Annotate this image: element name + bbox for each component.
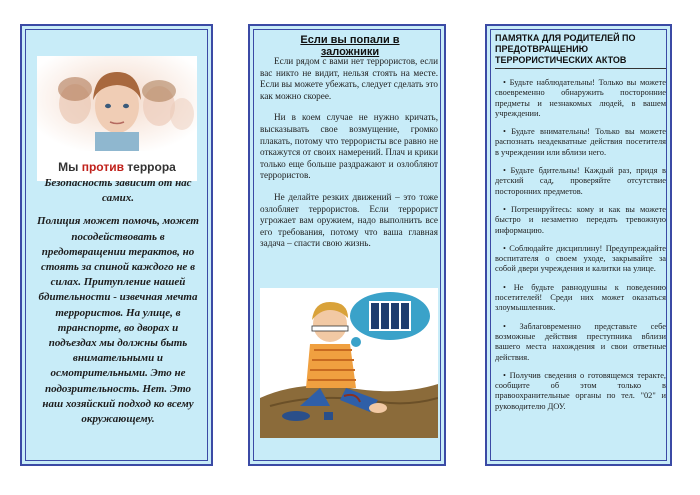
headline-we-against-terror: Мы против террора — [58, 160, 176, 174]
brochure-panel-left — [20, 24, 213, 466]
memo-item: • Заблаговременно представьте себе возможные действия преступника вблизи вашего места нахождения и свои ответные действия. — [495, 321, 666, 362]
children-faces-illustration — [37, 56, 197, 151]
hostage-advice — [260, 56, 438, 260]
memo-item: • Получив сведения о готовящемся теракте, сообщите об этом только в правоохранительные органы по тел. "02" и руководителю ДОУ. — [495, 370, 666, 411]
parents-memo-list — [495, 78, 666, 420]
brochure-panel-middle — [248, 24, 446, 466]
safety-heading: Безопасность зависит от нас самих. — [44, 177, 192, 205]
parents-memo-title: ПАМЯТКА ДЛЯ РОДИТЕЛЕЙ ПО ПРЕДОТВРАЩЕНИЮ ТЕРРОРИСТИЧЕСКИХ АКТОВ — [495, 33, 666, 69]
bound-boy-illustration — [260, 288, 438, 438]
memo-item: • Соблюдайте дисциплину! Предупреждайте воспитателя о своем уходе, закрывайте за собой двери учреждения и калитки на улице. — [495, 243, 666, 274]
safety-paragraph: Полиция может помочь, может посодействовать в предотвращении терактов, но стоять за спиной каждого не в силах. Притупление нашей бдительности - извечная мечта террористов. На улице, в транспорте, во дворах и подъездах мы должны быть внимательными и осмотрительными. Это не подозрительность. Нет. Это наш хозяйский подход ко всему окружающему. — [37, 215, 199, 426]
brochure-panel-right — [485, 24, 672, 466]
hostage-title: Если вы попали в заложники — [300, 34, 400, 58]
memo-item: • Потренируйтесь: кому и как вы можете быстро и незаметно передать тревожную информацию. — [495, 204, 666, 235]
memo-item: • Будьте бдительны! Каждый раз, придя в детский сад, проверяйте отсутствие посторонних предметов. — [495, 166, 666, 196]
hostage-paragraph: Ни в коем случае не нужно кричать, высказывать свое возмущение, громко плакать, потому что террористы все равно не откажутся от своих намерений. Плач и крики только еще больше раздражают и озлобляют террористов. — [260, 112, 438, 181]
children-photo — [37, 56, 197, 181]
memo-item: • Будьте внимательны! Только вы можете распознать неадекватные действия посетителя в учреждении или вблизи него. — [495, 127, 666, 157]
memo-item: • Будьте наблюдательны! Только вы можете своевременно обнаружить посторонние предметы и незнакомых людей, в вашем учреждении. — [495, 78, 666, 118]
hostage-paragraph: Если рядом с вами нет террористов, если вас никто не видит, нельзя стоять на месте. Если вы можете убежать, следует сделать это как можно скорее. — [260, 56, 438, 101]
hostage-paragraph: Не делайте резких движений – это тоже озлобляет террористов. Если террорист угрожает вам оружием, надо выполнить все его требования, потому что ваша главная задача – спасти свою жизнь. — [260, 191, 438, 249]
memo-item: • Не будьте равнодушны к поведению посетителей! Среди них может оказаться злоумышленник. — [495, 282, 666, 313]
safety-text — [34, 176, 202, 435]
